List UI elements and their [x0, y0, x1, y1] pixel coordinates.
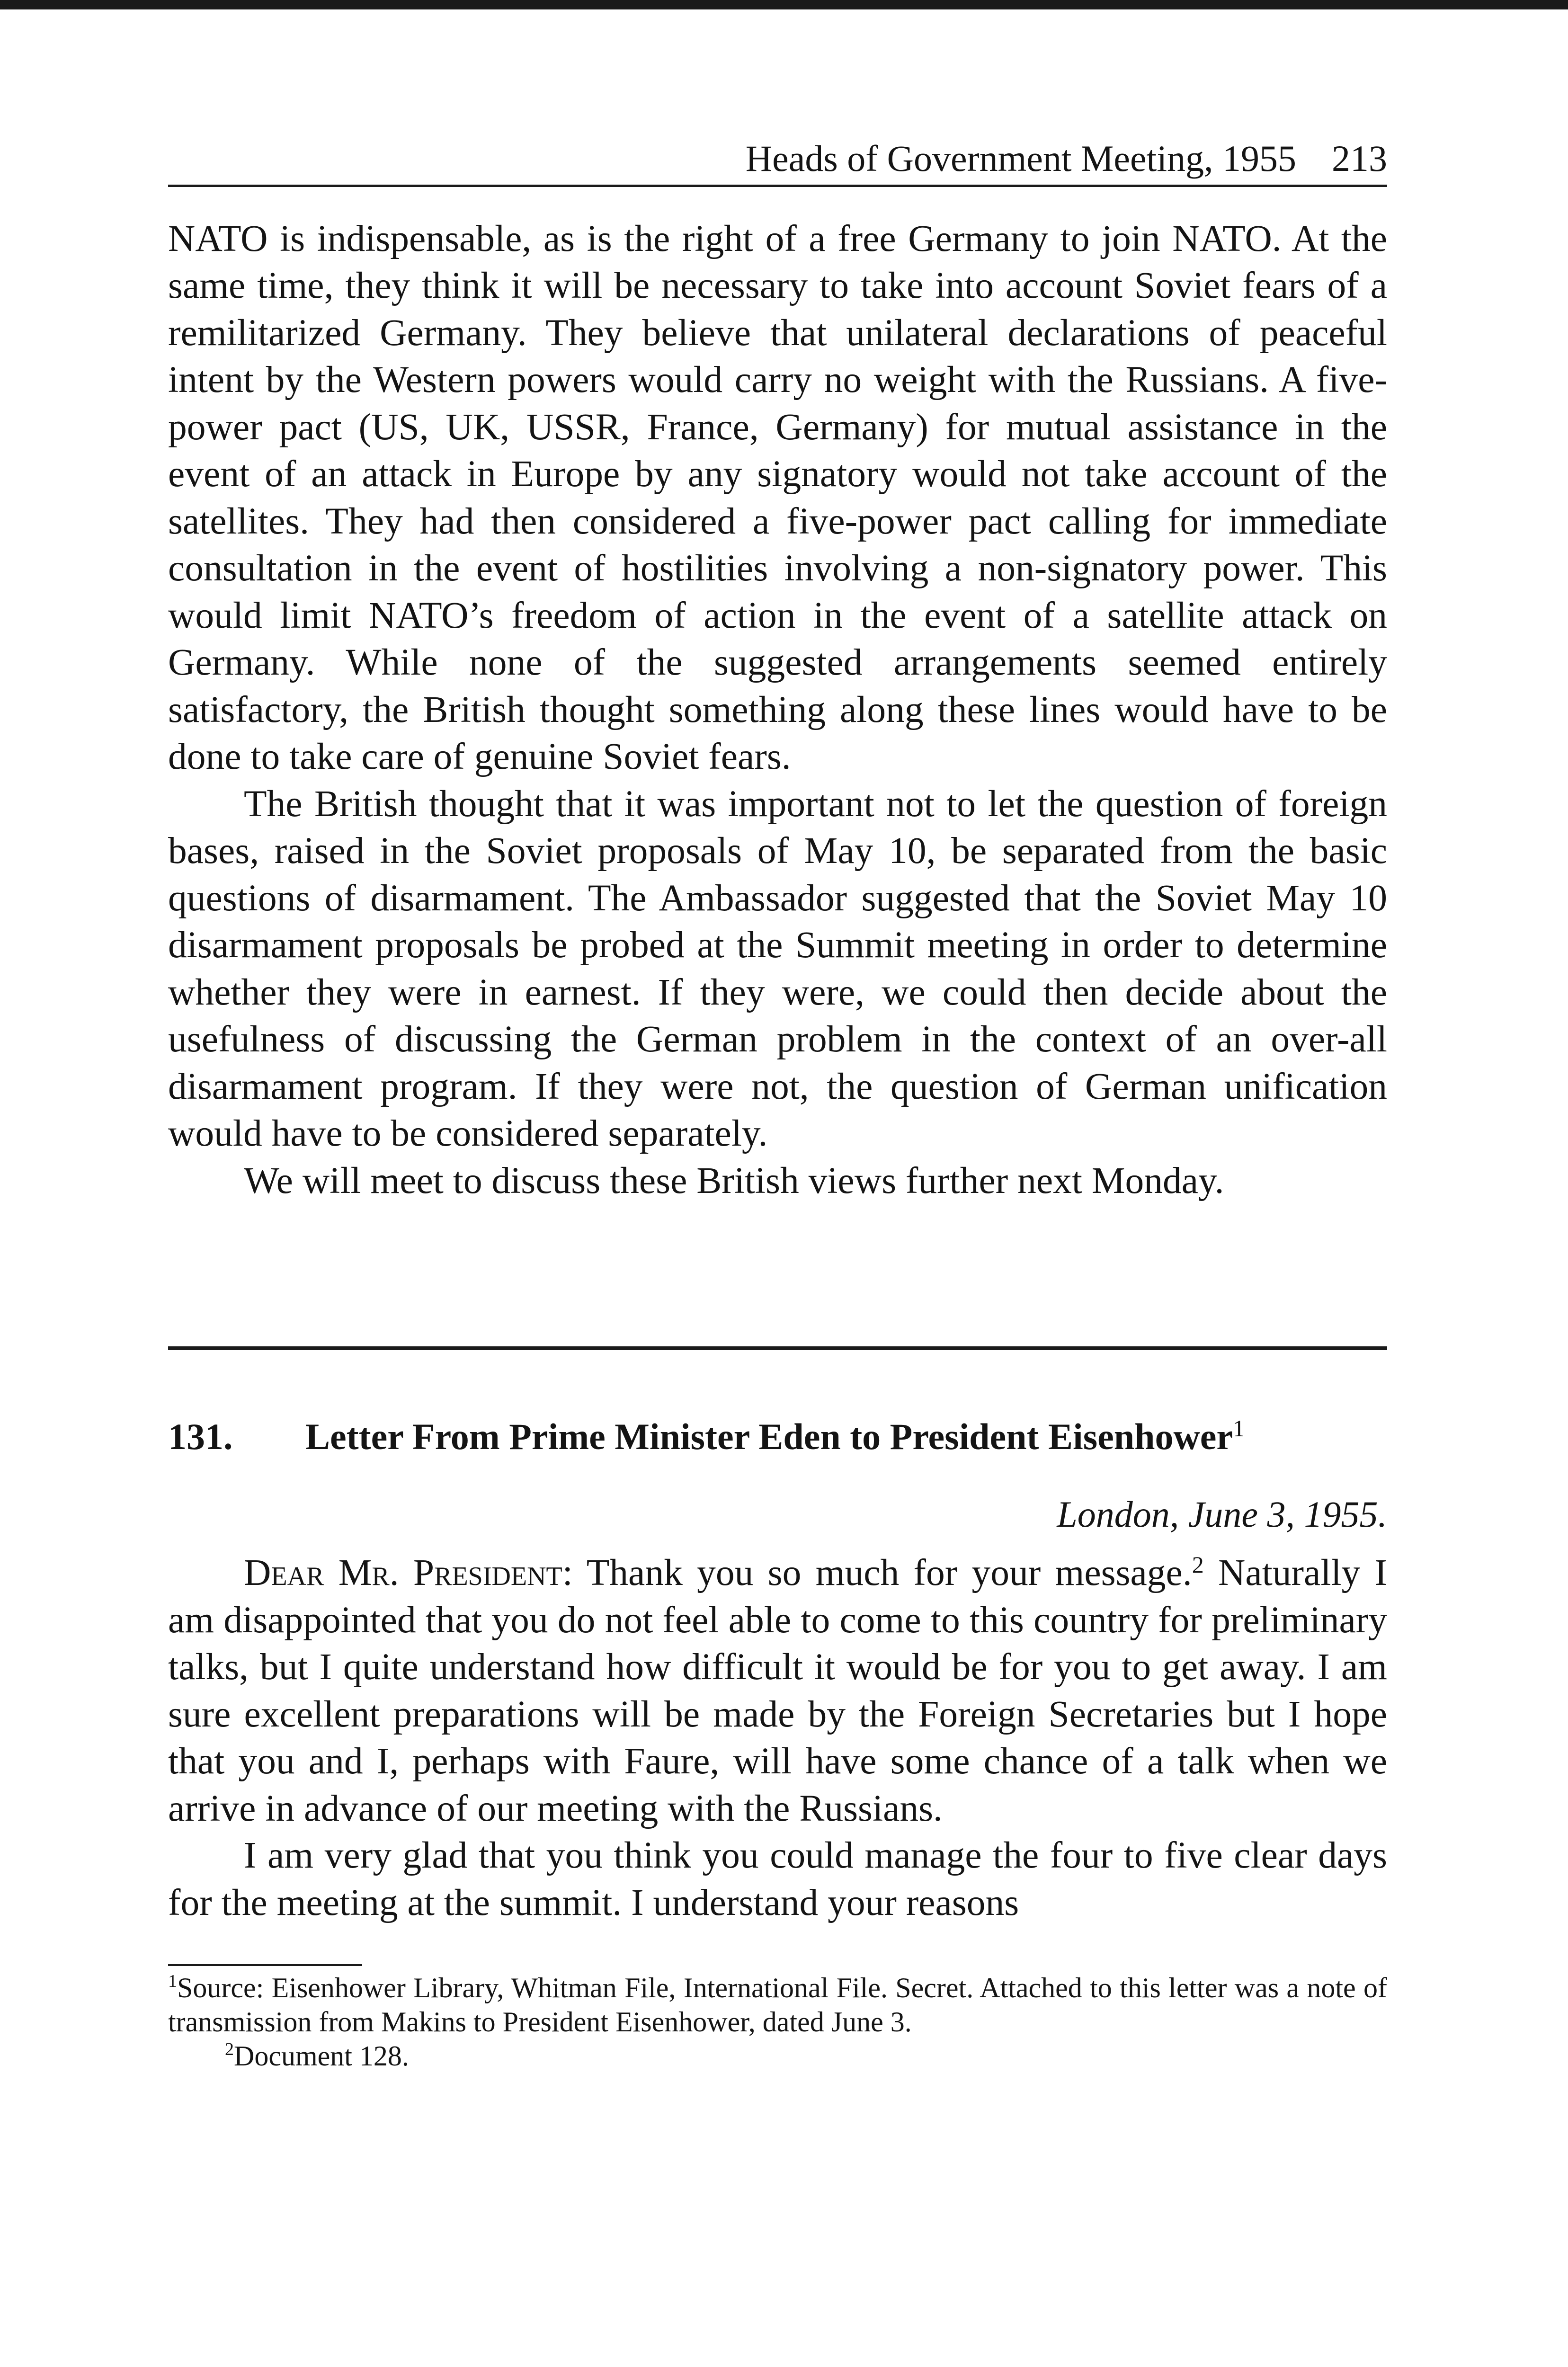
book-page: [168, 137, 1387, 2073]
running-title: Heads of Government Meeting, 1955: [745, 138, 1296, 179]
paragraph-text: Thank you so much for your message.: [586, 1552, 1192, 1594]
footnote-text: Source: Eisenhower Library, Whitman File, International File. Secret. Attached to this letter was a note of transmission from Makins to President Eisenhower, dated June 3.: [168, 1972, 1387, 2038]
footnotes: [168, 1964, 1387, 2073]
running-header: [168, 137, 1387, 187]
document-heading: [168, 1414, 1387, 1459]
paragraph: [168, 1549, 1387, 1832]
paragraph: I am very glad that you think you could manage the four to five clear days for the meeting at the summit. I understand your reasons: [168, 1834, 1387, 1923]
document-title-wrap: [305, 1414, 1245, 1459]
footnote-marker: 1: [168, 1971, 177, 1992]
footnote: [168, 1971, 1387, 2039]
salutation: Dear Mr. President:: [244, 1552, 573, 1594]
footnote-ref: 2: [1192, 1551, 1204, 1578]
footnote-rule: [168, 1964, 362, 1966]
document-title: Letter From Prime Minister Eden to President Eisenhower: [305, 1416, 1233, 1458]
document-number: 131.: [168, 1416, 233, 1458]
dateline: London, June 3, 1955.: [1057, 1493, 1387, 1535]
paragraph: NATO is indispensable, as is the right of a free Germany to join NATO. At the same time, they think it will be necessary to take into account Soviet fears of a remilitarized Germany. They believe that unilateral declarations of peaceful intent by the Western powers would carry no weight with the Russians. A five-power pact (US, UK, USSR, France, Germany) for mutual assistance in the event of an attack in Europe by any signatory would not take account of the satellites. They had then considered a five-power pact calling for immediate consultation in the event of hostilities involving a non-signatory power. This would limit NATO’s freedom of action in the event of a satellite attack on Germany. While none of the suggested arrangements seemed entirely satisfactory, the British thought something along these lines would have to be done to take care of genuine Soviet fears.: [168, 217, 1387, 778]
page-number: 213: [1332, 138, 1387, 179]
paragraph-text: Naturally I am disappointed that you do not feel able to come to this country for preliminary talks, but I quite understand how difficult it would be for you to get away. I am sure excellent preparations will be made by the Foreign Secretaries but I hope that you and I, perhaps with Faure, will have some chance of a talk when we arrive in advance of our meeting with the Russians.: [168, 1552, 1388, 1829]
section-divider: [168, 1346, 1387, 1350]
letter-body: [168, 1549, 1387, 1926]
continued-text: [168, 215, 1387, 1205]
footnote-text: Document 128.: [234, 2040, 409, 2072]
paragraph: The British thought that it was important not to let the question of foreign bases, raised in the Soviet proposals of May 10, be separated from the basic questions of disarmament. The Ambassador suggested that the Soviet May 10 disarmament proposals be probed at the Summit meeting in order to determine whether they were in earnest. If they were, we could then decide about the usefulness of discussing the German problem in the context of an over-all disarmament program. If they were not, the question of German unification would have to be considered separately.: [168, 783, 1387, 1155]
page-top-border: [0, 0, 1568, 9]
footnote: [168, 2039, 1387, 2073]
footnote-marker: 2: [225, 2039, 234, 2060]
paragraph: We will meet to discuss these British views further next Monday.: [244, 1159, 1224, 1201]
footnote-ref: 1: [1233, 1415, 1245, 1442]
